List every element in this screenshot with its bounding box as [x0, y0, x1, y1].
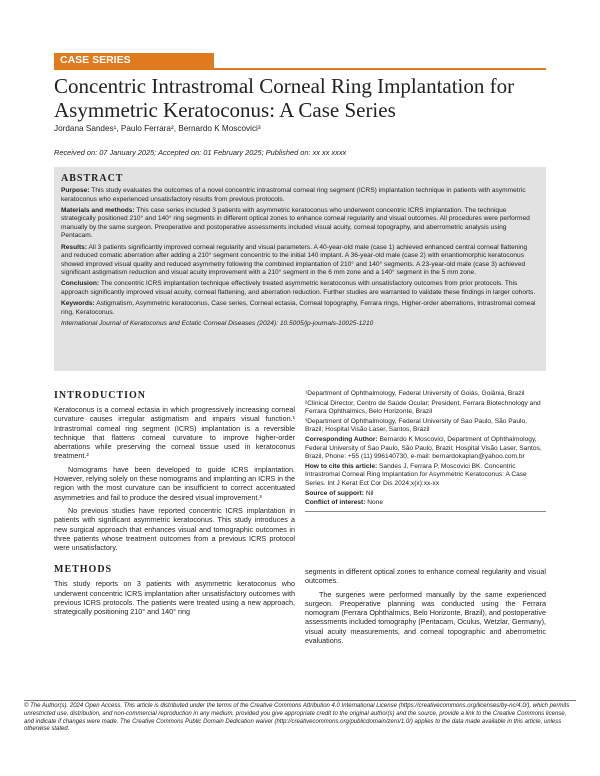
authors: Jordana Sandes¹, Paulo Ferrara², Bernardo K Moscovici³ [54, 124, 261, 133]
corresponding-author [305, 436, 546, 462]
methods-text: This case series included 3 patients with asymmetric keratoconus who underwent concentric ICRS implantation. The technique strategically positioned 210° and 140° ring segments in different optical zones to enhance corneal regularity and visual outcomes. All procedures were performed manually by the same surgeon. Preoperative and postoperative assessments included visual acuity, corneal topography, and aberrometric analysis using Pentacam. [61, 206, 530, 240]
article-title [54, 74, 546, 122]
abstract-results [61, 244, 539, 278]
conflict-of-interest [305, 499, 546, 508]
methods-heading: METHODS [54, 564, 113, 576]
abstract-heading: ABSTRACT [61, 173, 124, 184]
results-text: All 3 patients significantly improved corneal regularity and visual parameters. A 40-year-old male (case 1) achieved enhanced central corneal flattening and reduced comatic aberration after adding a 210° segment concentric to the initial 140 implant. A 36-year-old male (case 2) with enantiomorphic keratoconus showed improved visual quality and reduced asymmetry following the combined implantation of 210° and 140° segments. A 23-year-old male (case 3) achieved significant astigmatism reduction and visual acuity improvement with a 210° segment in the 6 mm zone and a 140° segment in the 5 mm zone. [61, 243, 528, 277]
abstract-methods [61, 207, 539, 241]
publication-dates: Received on: 07 January 2025; Accepted on: 01 February 2025; Published on: xx xx xxxx [54, 148, 347, 157]
methods-paragraph-1-continued: segments in different optical zones to enhance corneal regularity and visual outcomes. [305, 567, 546, 586]
methods-label: Materials and methods: [61, 206, 135, 214]
corr-text: Bernardo K Moscovici, Department of Ophthalmology, Federal University of Sao Paulo, São Paulo, Brazil; Hospital Visão Laser, Santos, Brazil, Phone: +55 (11) 996140730, e-mail: bernardokaplan@yahoo.com.br [305, 435, 542, 461]
support-label: Source of support: [305, 489, 364, 497]
affiliation-3: ³Department of Ophthalmology, Federal University of Sao Paulo, São Paulo, Brazil; Hospital Visão Laser, Santos, Brazil [305, 417, 527, 434]
abstract-keywords [61, 300, 539, 317]
purpose-label: Purpose: [61, 187, 90, 194]
purpose-text: This study evaluates the outcomes of a novel concentric intrastromal corneal ring segment (ICRS) implantation technique in patients with asymmetric keratoconus who experienced unsatisfactory results from previous protocols. [61, 187, 526, 203]
methods-paragraph-2: The surgeries were performed manually by the same experienced surgeon. Preoperative planning was conducted using the Ferrara nomogram (Ferrara Ophthalmics, Belo Horizonte, Brazil), and postoperative assessments included tomography (Pentacam, Oculus, Wetzlar, Germany), visual acuity measurements, and corneal topographic and aberrometric evaluations. [305, 589, 546, 646]
keywords-text: Astigmatism, Asymmetric keratoconus, Case series, Corneal ectasia, Corneal topography, Ferrara rings, Higher-order aberrations, Intrastromal corneal ring, Keratoconus. [61, 300, 536, 316]
methods-paragraph-1: This study reports on 3 patients with asymmetric keratoconus who underwent concentric ICRS implantation after unsatisfactory outcomes with previous ICRS protocols. The patients were treated using a new approach, strategically positioning 210° and 140° ring [54, 579, 295, 617]
cite-label: How to cite this article: [305, 462, 378, 470]
abstract-box [54, 167, 546, 371]
source-of-support [305, 490, 546, 499]
keywords-label: Keywords: [61, 300, 95, 308]
how-to-cite [305, 463, 546, 489]
conflict-text: None [367, 499, 384, 507]
section-label: CASE SERIES [54, 53, 214, 68]
license-footer: © The Author(s). 2024 Open Access. This article is distributed under the terms of the Creative Commons Attribution 4.0 International License (https://creativecommons.org/licenses/by-nc/4.0/), which permits unrestricted use, distribution, and non-commercial reproduction in any medium, provided you give appropriate credit to the original author(s) and the source, provide a link to the Creative Commons license, and indicate if changes were made. The Creative Commons Public Domain Dedication waiver (http://creativecommons.org/publicdomain/zero/1.0/) applies to the data made available in this article, unless otherwise stated. [24, 703, 570, 733]
conclusion-text: The concentric ICRS implantation technique effectively treated asymmetric keratoconus with unsatisfactory outcomes from prior protocols. This approach significantly improved visual acuity, corneal flattening, and aberration reduction. Further studies are warranted to validate these findings in larger cohorts. [61, 280, 536, 297]
footer-rule [24, 700, 576, 701]
introduction-heading: INTRODUCTION [54, 390, 147, 401]
title-line-2: Asymmetric Keratoconus: A Case Series [54, 98, 396, 122]
affiliations [305, 390, 546, 512]
conclusion-label: Conclusion: [61, 280, 100, 288]
support-text: Nil [365, 489, 374, 497]
abstract-conclusion [61, 280, 539, 297]
results-label: Results: [61, 243, 88, 251]
section-rule [54, 68, 546, 70]
affiliation-2: ²Clinical Director, Centro de Saúde Ocular; President, Ferrara Biotechnology and Ferrara Ophthalmics, Belo Horizonte, Brazil [305, 399, 541, 416]
corr-label: Corresponding Author: [305, 435, 378, 443]
title-line-1: Concentric Intrastromal Corneal Ring Implantation for [54, 74, 515, 98]
cite-text: Sandes J, Ferrara P, Moscovici BK. Concentric Intrastromal Corneal Ring Implantation for Asymmetric Keratoconus: A Case Series. Int J Kerat Ect Cor Dis 2024;x(x):xx-xx [305, 462, 527, 487]
intro-paragraph-2: Nomograms have been developed to guide ICRS implantation. However, relying solely on these nomograms and implanting an ICRS in the region with the most curvature can be insufficient to correct accentuated asymmetries and fail to produce the desired visual improvement.³ [54, 464, 295, 502]
abstract-purpose [61, 187, 539, 204]
affiliation-1: ¹Department of Ophthalmology, Federal University of Goiás, Goiânia, Brazil [305, 390, 525, 397]
left-column [54, 390, 295, 617]
intro-paragraph-1: Keratoconus is a corneal ectasia in which progressively increasing corneal curvature causes irregular astigmatism and impairs visual function.¹ Intrastromal corneal ring segment (ICRS) implantation is a reversible technique that flattens corneal curvature to improve higher-order aberrations while preserving the corneal tissue used in keratoconus treatment.² [54, 405, 295, 461]
journal-doi-line: International Journal of Keratoconus and Ectatic Corneal Diseases (2024): 10.5005/jp-journals-10025-1210 [61, 319, 374, 327]
intro-paragraph-3: No previous studies have reported concentric ICRS implantation in patients with significant asymmetric keratoconus. This study introduces a new surgical approach that enhances visual and tomographic outcomes in three patients whose treatment outcomes from a previous ICRS protocol were unsatisfactory. [54, 505, 295, 553]
right-column-body [305, 567, 546, 645]
affiliation-rule [305, 511, 546, 512]
conflict-label: Conflict of interest: [305, 499, 366, 507]
